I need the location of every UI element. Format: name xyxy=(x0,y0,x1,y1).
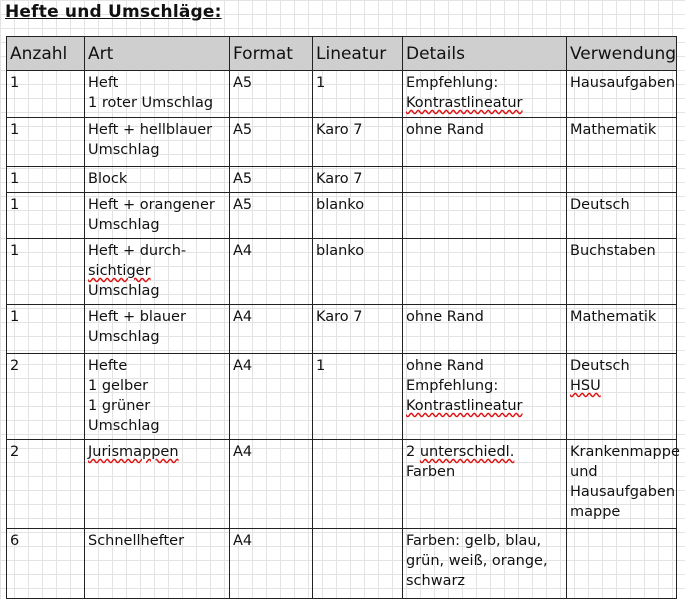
cell-verwendung xyxy=(567,167,677,193)
cell-verwendung: Hausaufgaben xyxy=(567,71,677,118)
table-row xyxy=(7,167,677,193)
cell-format: A5 xyxy=(230,167,313,193)
cell-format: A5 xyxy=(230,71,313,118)
cell-anzahl: 2 xyxy=(7,440,85,529)
cell-anzahl: 2 xyxy=(7,354,85,440)
spellcheck-mark: HSU xyxy=(570,378,601,394)
cell-lineatur: blanko xyxy=(313,193,403,239)
spellcheck-mark: Kontrastlineatur xyxy=(406,398,523,414)
cell-lineatur xyxy=(313,529,403,599)
cell-lineatur: blanko xyxy=(313,239,403,305)
spellcheck-mark: Kontrastlineatur xyxy=(406,95,523,111)
cell-details: ohne Rand Empfehlung: Kontrastlineatur xyxy=(403,354,567,440)
spellcheck-mark: unterschiedl. xyxy=(419,444,515,460)
cell-art: Hefte 1 gelber 1 grüner Umschlag xyxy=(85,354,230,440)
header-art: Art xyxy=(85,37,230,71)
cell-anzahl: 1 xyxy=(7,239,85,305)
cell-verwendung: Deutsch HSU xyxy=(567,354,677,440)
cell-format: A5 xyxy=(230,193,313,239)
cell-details xyxy=(403,193,567,239)
cell-lineatur xyxy=(313,440,403,529)
cell-anzahl: 1 xyxy=(7,193,85,239)
cell-anzahl: 6 xyxy=(7,529,85,599)
cell-format: A4 xyxy=(230,305,313,354)
cell-verwendung: Krankenmappe und Hausaufgaben mappe xyxy=(567,440,677,529)
cell-lineatur: Karo 7 xyxy=(313,118,403,167)
header-lineatur: Lineatur xyxy=(313,37,403,71)
table-row xyxy=(7,193,677,239)
cell-art: Heft + hellblauer Umschlag xyxy=(85,118,230,167)
table-row xyxy=(7,118,677,167)
cell-art: Heft + orangener Umschlag xyxy=(85,193,230,239)
header-verwendung: Verwendung xyxy=(567,37,677,71)
cell-verwendung: Buchstaben xyxy=(567,239,677,305)
cell-format: A4 xyxy=(230,529,313,599)
cell-details: Farben: gelb, blau, grün, weiß, orange, schwarz xyxy=(403,529,567,599)
cell-format: A4 xyxy=(230,440,313,529)
spellcheck-mark: sichtiger xyxy=(88,263,151,279)
table-row xyxy=(7,354,677,440)
cell-anzahl: 1 xyxy=(7,118,85,167)
cell-verwendung xyxy=(567,529,677,599)
cell-anzahl: 1 xyxy=(7,305,85,354)
cell-details: ohne Rand xyxy=(403,118,567,167)
supply-table xyxy=(6,36,680,599)
cell-details: 2 unterschiedl. Farben xyxy=(403,440,567,529)
cell-lineatur: 1 xyxy=(313,354,403,440)
cell-format: A5 xyxy=(230,118,313,167)
spellcheck-mark: Jurismappen xyxy=(88,444,179,460)
cell-details xyxy=(403,167,567,193)
cell-verwendung: Deutsch xyxy=(567,193,677,239)
cell-format: A4 xyxy=(230,354,313,440)
cell-lineatur: Karo 7 xyxy=(313,305,403,354)
table-row xyxy=(7,305,677,354)
cell-art: Heft 1 roter Umschlag xyxy=(85,71,230,118)
table-row xyxy=(7,239,677,305)
header-anzahl: Anzahl xyxy=(7,37,85,71)
cell-art: Block xyxy=(85,167,230,193)
cell-anzahl: 1 xyxy=(7,71,85,118)
table-row xyxy=(7,529,677,599)
table-row xyxy=(7,71,677,118)
table-row xyxy=(7,440,677,529)
cell-format: A4 xyxy=(230,239,313,305)
cell-art: Schnellhefter xyxy=(85,529,230,599)
cell-anzahl: 1 xyxy=(7,167,85,193)
page-title: Hefte und Umschläge: xyxy=(5,2,222,22)
cell-verwendung: Mathematik xyxy=(567,118,677,167)
cell-details: Empfehlung: Kontrastlineatur xyxy=(403,71,567,118)
cell-details: ohne Rand xyxy=(403,305,567,354)
table-header-row xyxy=(7,37,677,71)
cell-details xyxy=(403,239,567,305)
cell-lineatur: Karo 7 xyxy=(313,167,403,193)
header-details: Details xyxy=(403,37,567,71)
cell-art: Heft + blauer Umschlag xyxy=(85,305,230,354)
cell-verwendung: Mathematik xyxy=(567,305,677,354)
cell-lineatur: 1 xyxy=(313,71,403,118)
cell-art: Heft + durch- sichtiger Umschlag xyxy=(85,239,230,305)
cell-art xyxy=(85,440,230,529)
header-format: Format xyxy=(230,37,313,71)
